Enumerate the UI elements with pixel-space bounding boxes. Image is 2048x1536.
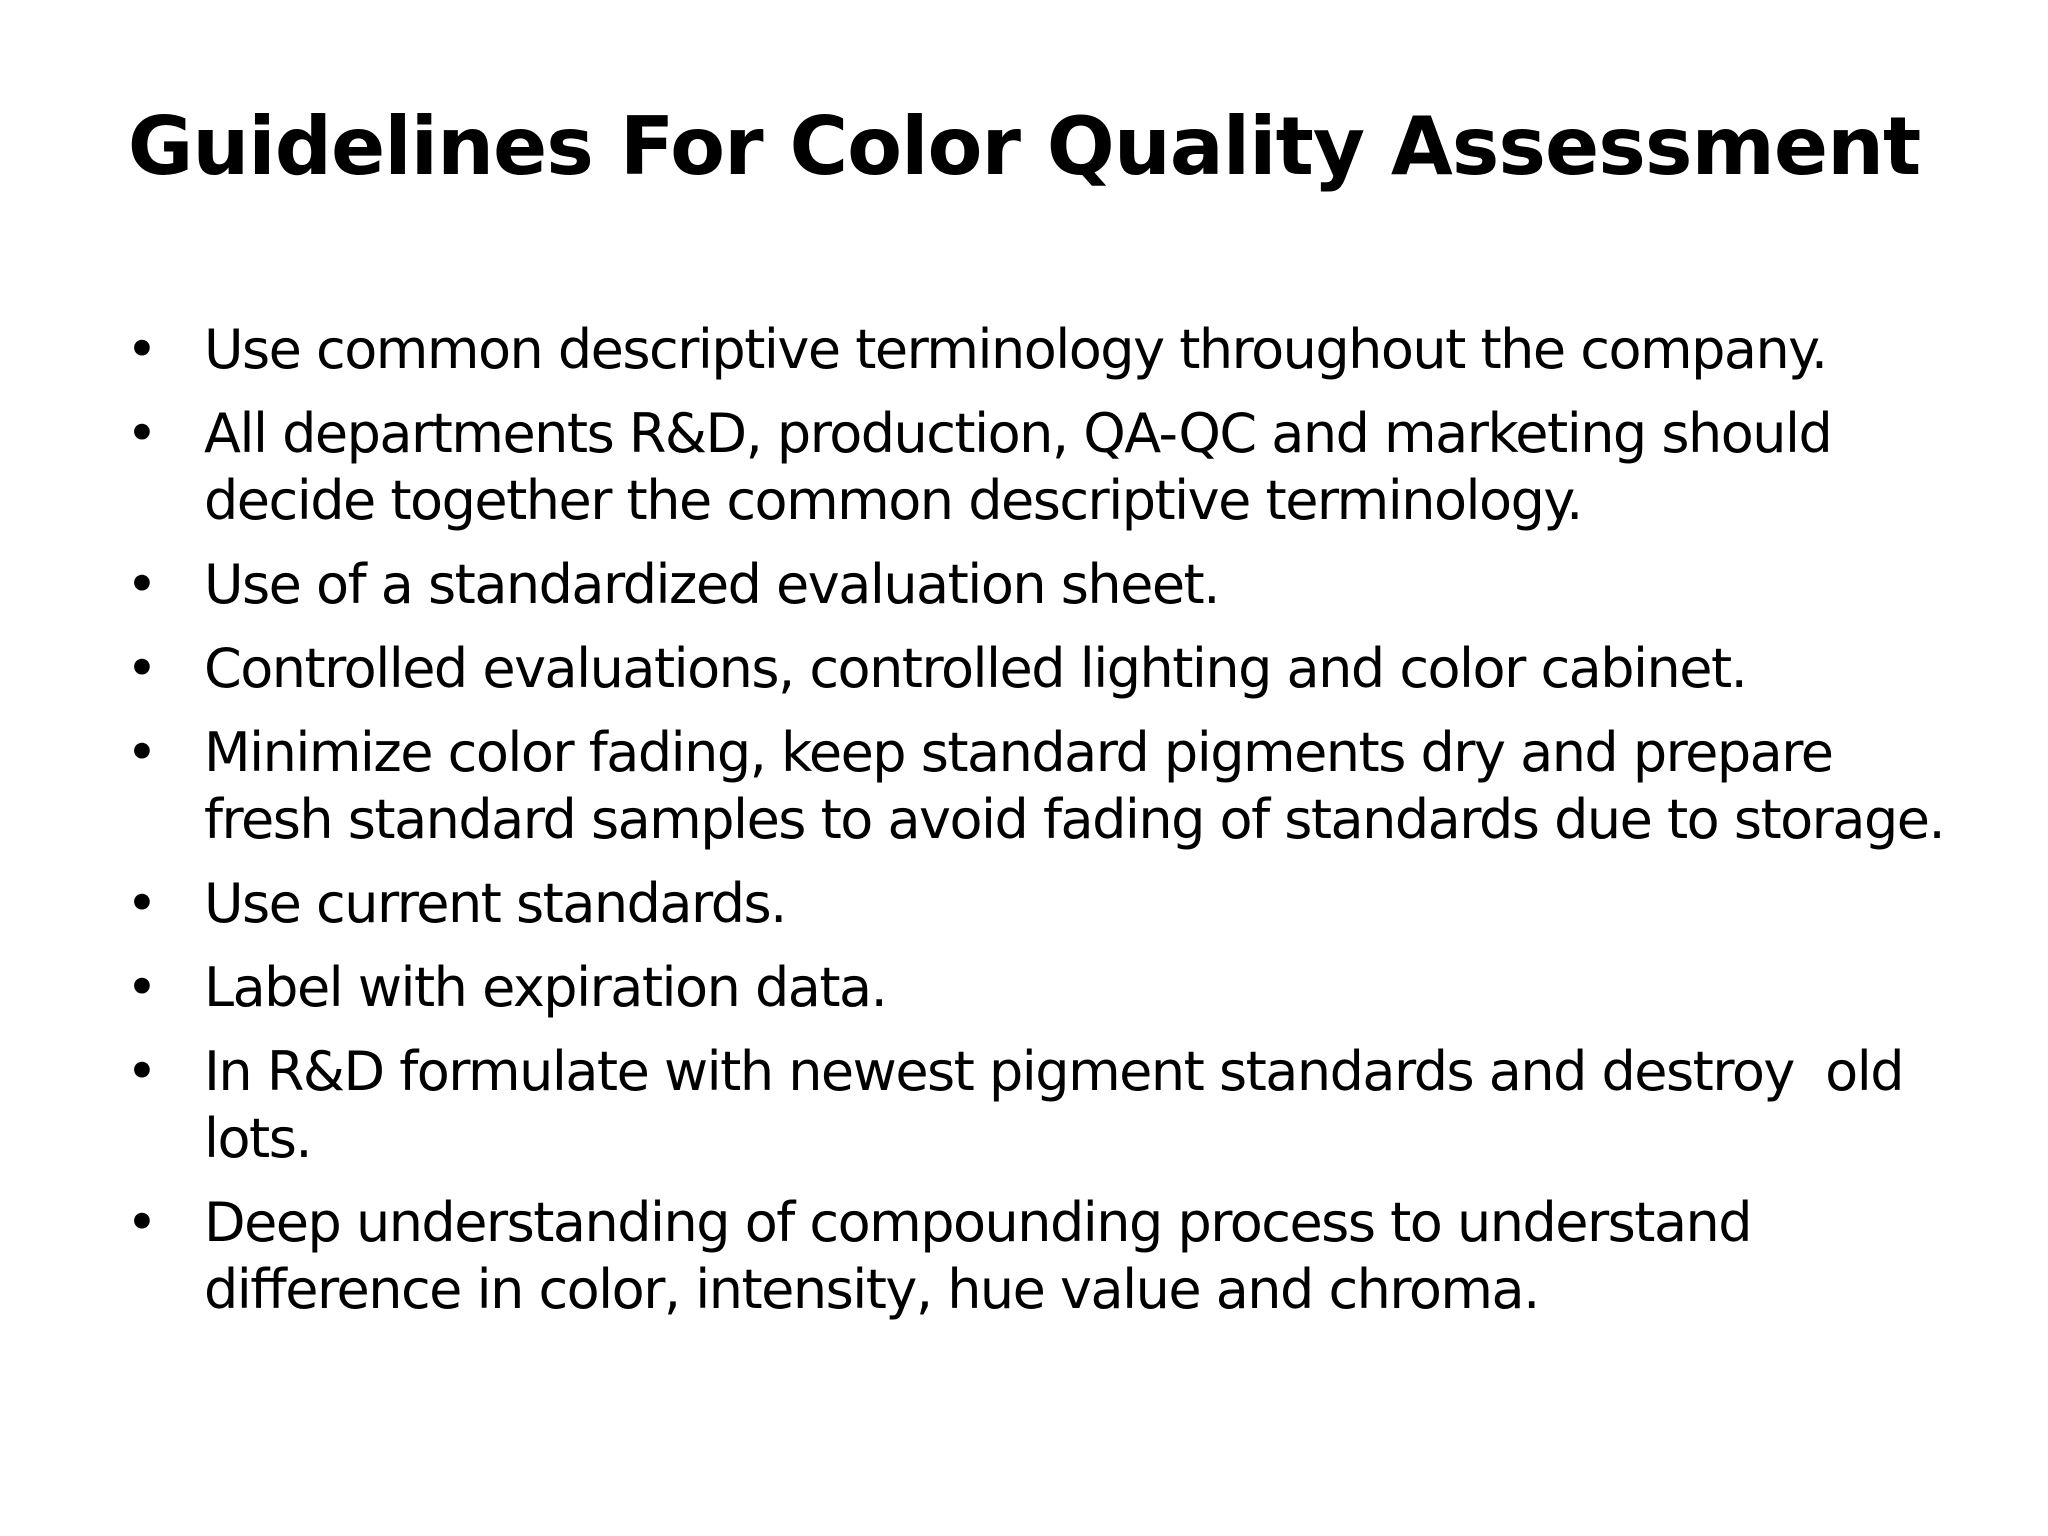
bullet-text: Label with expiration data. [204, 956, 887, 1019]
bullet-point-icon: • [126, 553, 157, 616]
bullet-item [122, 719, 1952, 853]
bullet-text: Controlled evaluations, controlled lighting and color cabinet. [204, 637, 1747, 700]
bullet-item [122, 954, 1952, 1021]
bullet-item [122, 870, 1952, 937]
bullet-point-icon: • [126, 318, 157, 381]
slide-title: Guidelines For Color Quality Assessment [127, 100, 1921, 193]
bullet-text: In R&D formulate with newest pigment standards and destroy old lots. [204, 1040, 1919, 1170]
bullet-point-icon: • [126, 872, 157, 935]
bullet-point-icon: • [126, 721, 157, 784]
bullet-point-icon: • [126, 1040, 157, 1103]
bullet-point-icon: • [126, 956, 157, 1019]
bullet-point-icon: • [126, 402, 157, 465]
bullet-item [122, 1038, 1952, 1172]
bullet-text: Use current standards. [204, 872, 786, 935]
bullet-point-icon: • [126, 637, 157, 700]
bullet-text: All departments R&D, production, QA-QC and marketing should decide together the common descriptive terminology. [204, 402, 1847, 532]
bullet-text: Deep understanding of compounding process to understand difference in color, intensity, hue value and chroma. [204, 1191, 1767, 1321]
bullet-point-icon: • [126, 1191, 157, 1254]
bullet-text: Use of a standardized evaluation sheet. [204, 553, 1219, 616]
bullet-item [122, 400, 1952, 534]
bullet-item [122, 316, 1952, 383]
bullet-item [122, 551, 1952, 618]
bullet-item [122, 1189, 1952, 1323]
bullet-list [122, 316, 1952, 1340]
bullet-text: Use common descriptive terminology throughout the company. [204, 318, 1827, 381]
bullet-text: Minimize color fading, keep standard pigments dry and prepare fresh standard samples to avoid fading of standards due to storage. [204, 721, 1945, 851]
bullet-item [122, 635, 1952, 702]
